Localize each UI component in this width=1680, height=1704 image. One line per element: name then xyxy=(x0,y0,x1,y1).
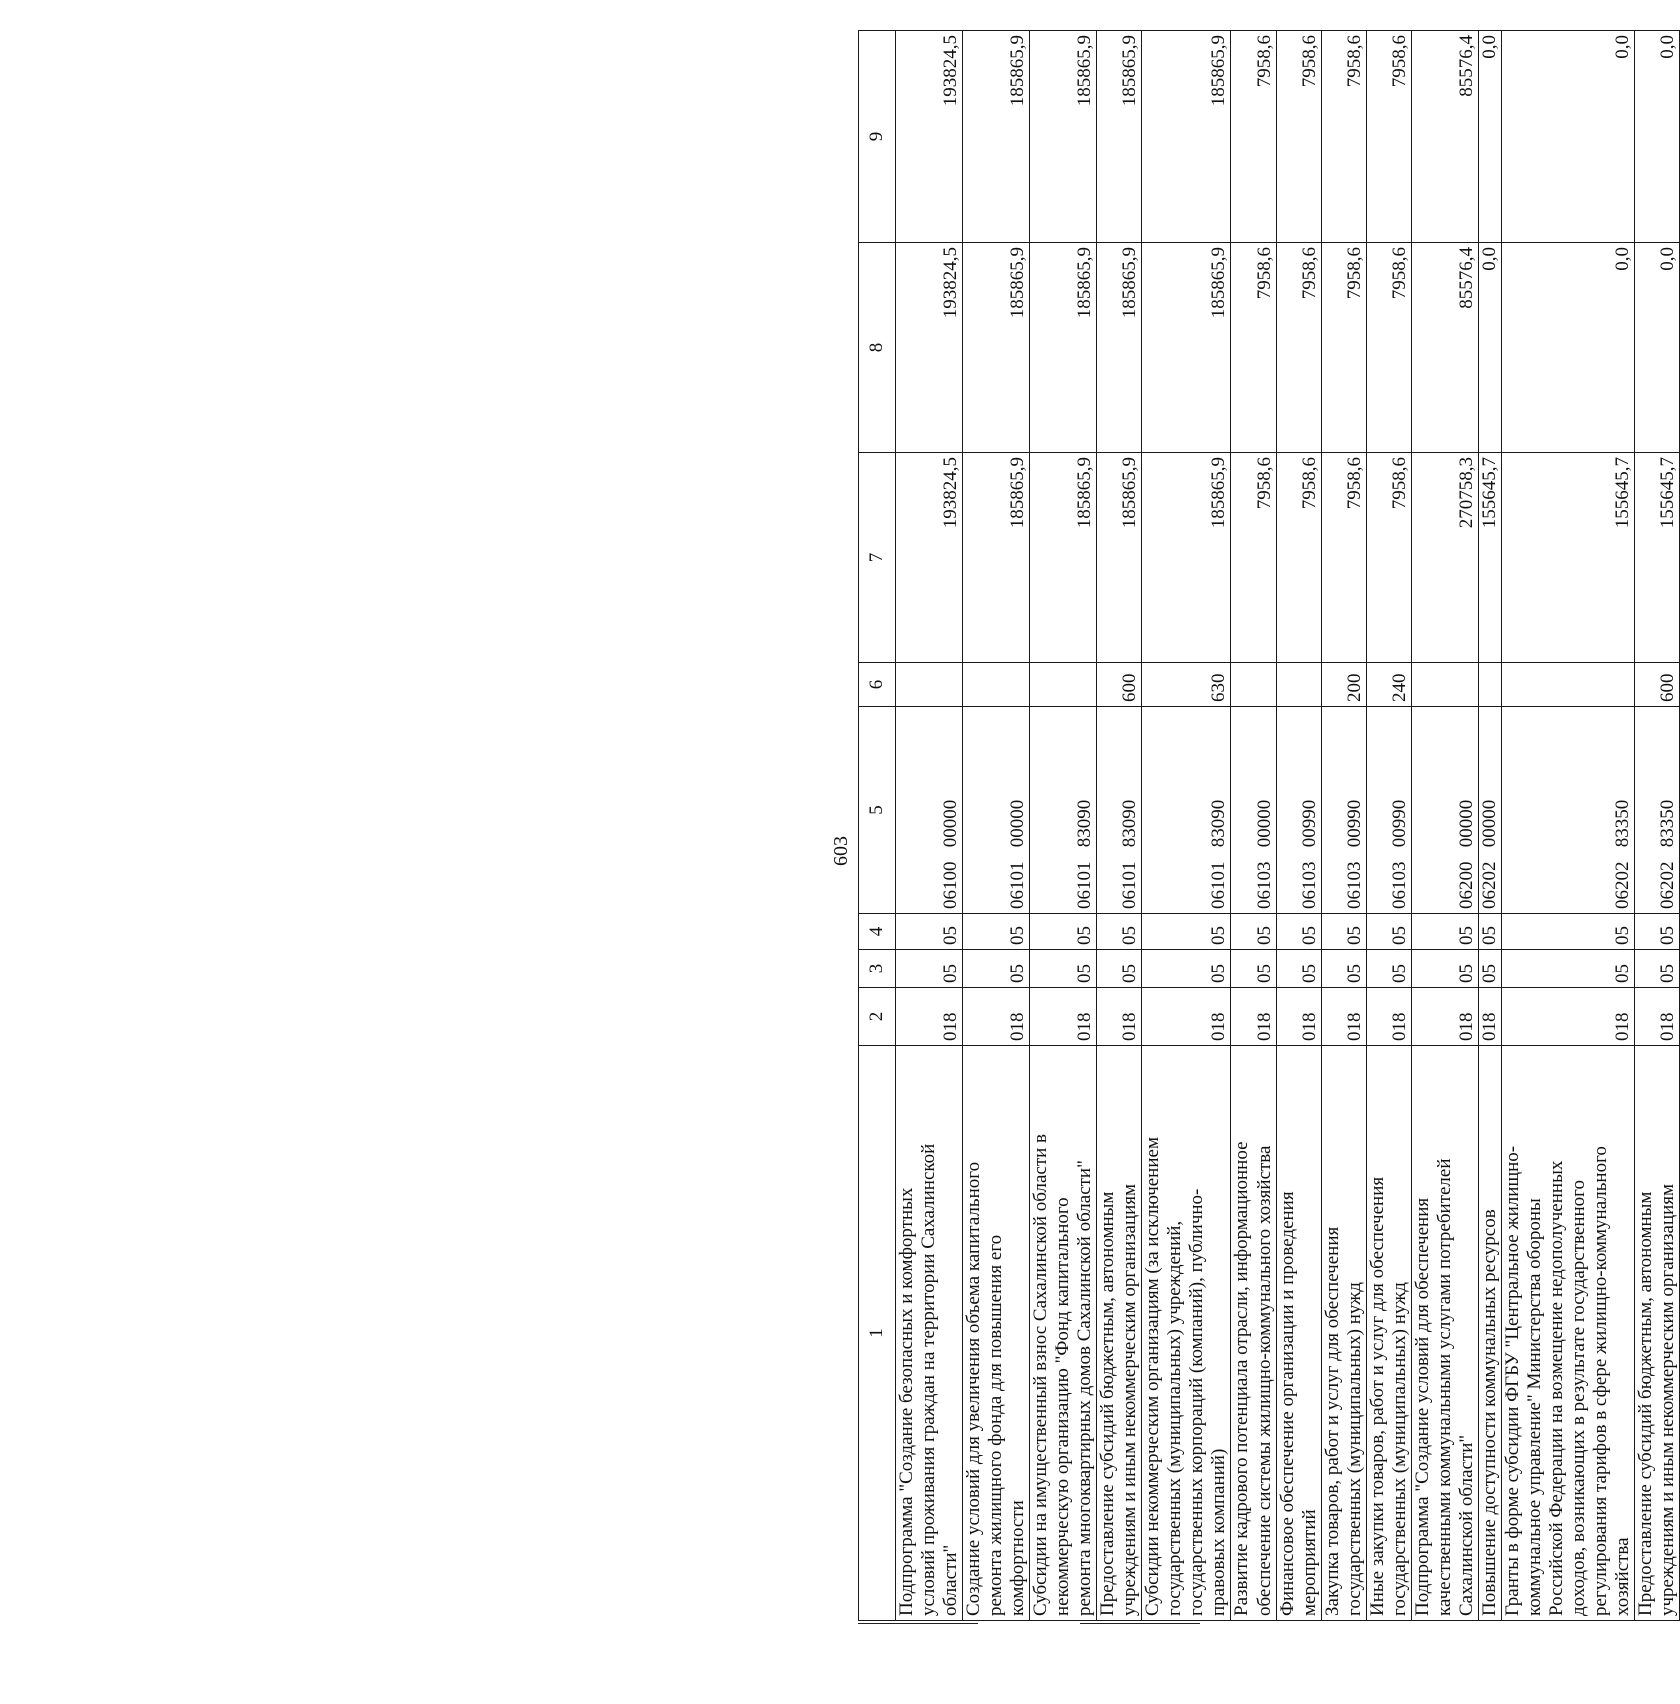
amount-cell-col7: 270758,3 xyxy=(1411,453,1478,663)
row-name-cell: Закупка товаров, работ и услуг для обеспечения государственных (муниципальных) нужд xyxy=(1321,1046,1366,1621)
expense-type-cell: 630 xyxy=(1142,663,1231,707)
target-article-cell: 06101 83090 xyxy=(1142,707,1231,914)
subsection-code-cell: 05 xyxy=(1231,914,1276,950)
amount-cell-col9: 7958,6 xyxy=(1366,31,1411,243)
ministry-code-cell: 018 xyxy=(1501,988,1634,1046)
amount-cell-col8: 185865,9 xyxy=(963,243,1030,453)
amount-cell-col8: 7958,6 xyxy=(1366,243,1411,453)
table-row xyxy=(1097,31,1142,1621)
target-article-cell: 06103 00990 xyxy=(1276,707,1321,914)
header-cell: 6 xyxy=(859,663,896,707)
section-code-cell: 05 xyxy=(1635,950,1680,988)
row-name-cell: Подпрограмма "Создание безопасных и комфортных условий проживания граждан на территории Сахалинской области" xyxy=(896,1046,963,1621)
expense-type-cell xyxy=(1276,663,1321,707)
amount-cell-col7: 185865,9 xyxy=(963,453,1030,663)
header-cell: 1 xyxy=(859,1046,896,1621)
target-article-cell: 06200 00000 xyxy=(1411,707,1478,914)
subsection-code-cell: 05 xyxy=(1321,914,1366,950)
amount-cell-col9: 0,0 xyxy=(1478,31,1501,243)
target-article-cell: 06101 83090 xyxy=(1030,707,1097,914)
amount-cell-col7: 155645,7 xyxy=(1501,453,1634,663)
header-cell: 3 xyxy=(859,950,896,988)
section-code-cell: 05 xyxy=(963,950,1030,988)
row-name-cell: Иные закупки товаров, работ и услуг для обеспечения государственных (муниципальных) нужд xyxy=(1366,1046,1411,1621)
row-name-cell: Субсидии некоммерческим организациям (за исключением государственных (муниципальных) учреждений, государственных корпораций (компаний), публично- правовых компаний) xyxy=(1142,1046,1231,1621)
amount-cell-col7: 7958,6 xyxy=(1321,453,1366,663)
table-row xyxy=(1635,31,1680,1621)
amount-cell-col8: 185865,9 xyxy=(1097,243,1142,453)
expense-type-cell: 600 xyxy=(1635,663,1680,707)
ministry-code-cell: 018 xyxy=(1276,988,1321,1046)
amount-cell-col9: 7958,6 xyxy=(1321,31,1366,243)
page-number: 603 xyxy=(830,836,852,866)
subsection-code-cell: 05 xyxy=(1366,914,1411,950)
amount-cell-col9: 185865,9 xyxy=(1142,31,1231,243)
amount-cell-col7: 193824,5 xyxy=(896,453,963,663)
amount-cell-col7: 7958,6 xyxy=(1366,453,1411,663)
subsection-code-cell: 05 xyxy=(1501,914,1634,950)
amount-cell-col9: 185865,9 xyxy=(1097,31,1142,243)
ministry-code-cell: 018 xyxy=(1366,988,1411,1046)
subsection-code-cell: 05 xyxy=(1635,914,1680,950)
target-article-cell: 06103 00000 xyxy=(1231,707,1276,914)
ministry-code-cell: 018 xyxy=(1411,988,1478,1046)
ministry-code-cell: 018 xyxy=(896,988,963,1046)
section-code-cell: 05 xyxy=(1478,950,1501,988)
table-row xyxy=(1411,31,1478,1621)
subsection-code-cell: 05 xyxy=(1411,914,1478,950)
subsection-code-cell: 05 xyxy=(896,914,963,950)
expense-type-cell xyxy=(963,663,1030,707)
amount-cell-col8: 7958,6 xyxy=(1231,243,1276,453)
amount-cell-col8: 85576,4 xyxy=(1411,243,1478,453)
table-row xyxy=(1501,31,1634,1621)
section-code-cell: 05 xyxy=(1366,950,1411,988)
expense-type-cell xyxy=(1411,663,1478,707)
target-article-cell: 06202 83350 xyxy=(1501,707,1634,914)
section-code-cell: 05 xyxy=(1097,950,1142,988)
amount-cell-col8: 7958,6 xyxy=(1321,243,1366,453)
subsection-code-cell: 05 xyxy=(1142,914,1231,950)
expense-type-cell: 240 xyxy=(1366,663,1411,707)
row-name-cell: Гранты в форме субсидии ФГБУ "Центральное жилищно- коммунальное управление" Министерства обороны Российской Федерации на возмещение недополученных доходов, возникающих в результате государственного регулирования тарифов в сфере жилищно-коммунального хозяйства xyxy=(1501,1046,1634,1621)
ministry-code-cell: 018 xyxy=(1142,988,1231,1046)
section-code-cell: 05 xyxy=(1276,950,1321,988)
amount-cell-col9: 85576,4 xyxy=(1411,31,1478,243)
amount-cell-col8: 193824,5 xyxy=(896,243,963,453)
subsection-code-cell: 05 xyxy=(963,914,1030,950)
expense-type-cell xyxy=(1478,663,1501,707)
ministry-code-cell: 018 xyxy=(1097,988,1142,1046)
row-name-cell: Субсидии на имущественный взнос Сахалинской области в некоммерческую организацию "Фонд капитального ремонта многоквартирных домов Сахалинской области" xyxy=(1030,1046,1097,1621)
target-article-cell: 06103 00990 xyxy=(1321,707,1366,914)
target-article-cell: 06202 00000 xyxy=(1478,707,1501,914)
table-row xyxy=(1142,31,1231,1621)
table-row xyxy=(896,31,963,1621)
target-article-cell: 06101 00000 xyxy=(963,707,1030,914)
table-header-row xyxy=(859,31,896,1621)
row-name-cell: Создание условий для увеличения объема капитального ремонта жилищного фонда для повышения его комфортности xyxy=(963,1046,1030,1621)
table-row xyxy=(1321,31,1366,1621)
header-cell: 2 xyxy=(859,988,896,1046)
ministry-code-cell: 018 xyxy=(963,988,1030,1046)
subsection-code-cell: 05 xyxy=(1030,914,1097,950)
ministry-code-cell: 018 xyxy=(1321,988,1366,1046)
amount-cell-col9: 0,0 xyxy=(1501,31,1634,243)
ministry-code-cell: 018 xyxy=(1478,988,1501,1046)
section-code-cell: 05 xyxy=(896,950,963,988)
amount-cell-col9: 193824,5 xyxy=(896,31,963,243)
table-row xyxy=(1478,31,1501,1621)
row-name-cell: Подпрограмма "Создание условий для обеспечения качественными коммунальными услугами потребителей Сахалинской области" xyxy=(1411,1046,1478,1621)
target-article-cell: 06202 83350 xyxy=(1635,707,1680,914)
section-code-cell: 05 xyxy=(1411,950,1478,988)
amount-cell-col7: 7958,6 xyxy=(1231,453,1276,663)
expense-type-cell xyxy=(1030,663,1097,707)
amount-cell-col7: 155645,7 xyxy=(1478,453,1501,663)
amount-cell-col8: 7958,6 xyxy=(1276,243,1321,453)
expense-type-cell: 200 xyxy=(1321,663,1366,707)
table-row xyxy=(963,31,1030,1621)
amount-cell-col7: 185865,9 xyxy=(1030,453,1097,663)
table-row xyxy=(1030,31,1097,1621)
target-article-cell: 06103 00990 xyxy=(1366,707,1411,914)
row-name-cell: Предоставление субсидий бюджетным, автономным учреждениям и иным некоммерческим организациям xyxy=(1635,1046,1680,1621)
scan-margin-line xyxy=(858,1623,978,1624)
expense-type-cell: 600 xyxy=(1097,663,1142,707)
row-name-cell: Предоставление субсидий бюджетным, автономным учреждениям и иным некоммерческим организациям xyxy=(1097,1046,1142,1621)
header-cell: 9 xyxy=(859,31,896,243)
ministry-code-cell: 018 xyxy=(1030,988,1097,1046)
target-article-cell: 06101 83090 xyxy=(1097,707,1142,914)
amount-cell-col7: 185865,9 xyxy=(1097,453,1142,663)
row-name-cell: Финансовое обеспечение организации и проведения мероприятий xyxy=(1276,1046,1321,1621)
target-article-cell: 06100 00000 xyxy=(896,707,963,914)
expense-type-cell xyxy=(1501,663,1634,707)
expense-type-cell xyxy=(1231,663,1276,707)
section-code-cell: 05 xyxy=(1321,950,1366,988)
amount-cell-col9: 7958,6 xyxy=(1231,31,1276,243)
amount-cell-col9: 7958,6 xyxy=(1276,31,1321,243)
amount-cell-col8: 0,0 xyxy=(1501,243,1634,453)
table-row xyxy=(1231,31,1276,1621)
subsection-code-cell: 05 xyxy=(1276,914,1321,950)
amount-cell-col8: 185865,9 xyxy=(1030,243,1097,453)
amount-cell-col7: 185865,9 xyxy=(1142,453,1231,663)
header-cell: 5 xyxy=(859,707,896,914)
amount-cell-col8: 185865,9 xyxy=(1142,243,1231,453)
row-name-cell: Развитие кадрового потенциала отрасли, информационное обеспечение системы жилищно-коммунального хозяйства xyxy=(1231,1046,1276,1621)
section-code-cell: 05 xyxy=(1231,950,1276,988)
table-body xyxy=(896,31,1680,1621)
ministry-code-cell: 018 xyxy=(1231,988,1276,1046)
row-name-cell: Повышение доступности коммунальных ресурсов xyxy=(1478,1046,1501,1621)
ministry-code-cell: 018 xyxy=(1635,988,1680,1046)
header-cell: 7 xyxy=(859,453,896,663)
table-row xyxy=(1366,31,1411,1621)
expense-type-cell xyxy=(896,663,963,707)
amount-cell-col9: 185865,9 xyxy=(1030,31,1097,243)
subsection-code-cell: 05 xyxy=(1478,914,1501,950)
section-code-cell: 05 xyxy=(1501,950,1634,988)
amount-cell-col7: 155645,7 xyxy=(1635,453,1680,663)
amount-cell-col9: 0,0 xyxy=(1635,31,1680,243)
amount-cell-col7: 7958,6 xyxy=(1276,453,1321,663)
section-code-cell: 05 xyxy=(1030,950,1097,988)
header-cell: 4 xyxy=(859,914,896,950)
scan-margin-line xyxy=(1080,1623,1200,1624)
table-row xyxy=(1276,31,1321,1621)
header-cell: 8 xyxy=(859,243,896,453)
subsection-code-cell: 05 xyxy=(1097,914,1142,950)
section-code-cell: 05 xyxy=(1142,950,1231,988)
amount-cell-col8: 0,0 xyxy=(1478,243,1501,453)
amount-cell-col9: 185865,9 xyxy=(963,31,1030,243)
budget-table xyxy=(858,30,1680,1621)
amount-cell-col8: 0,0 xyxy=(1635,243,1680,453)
